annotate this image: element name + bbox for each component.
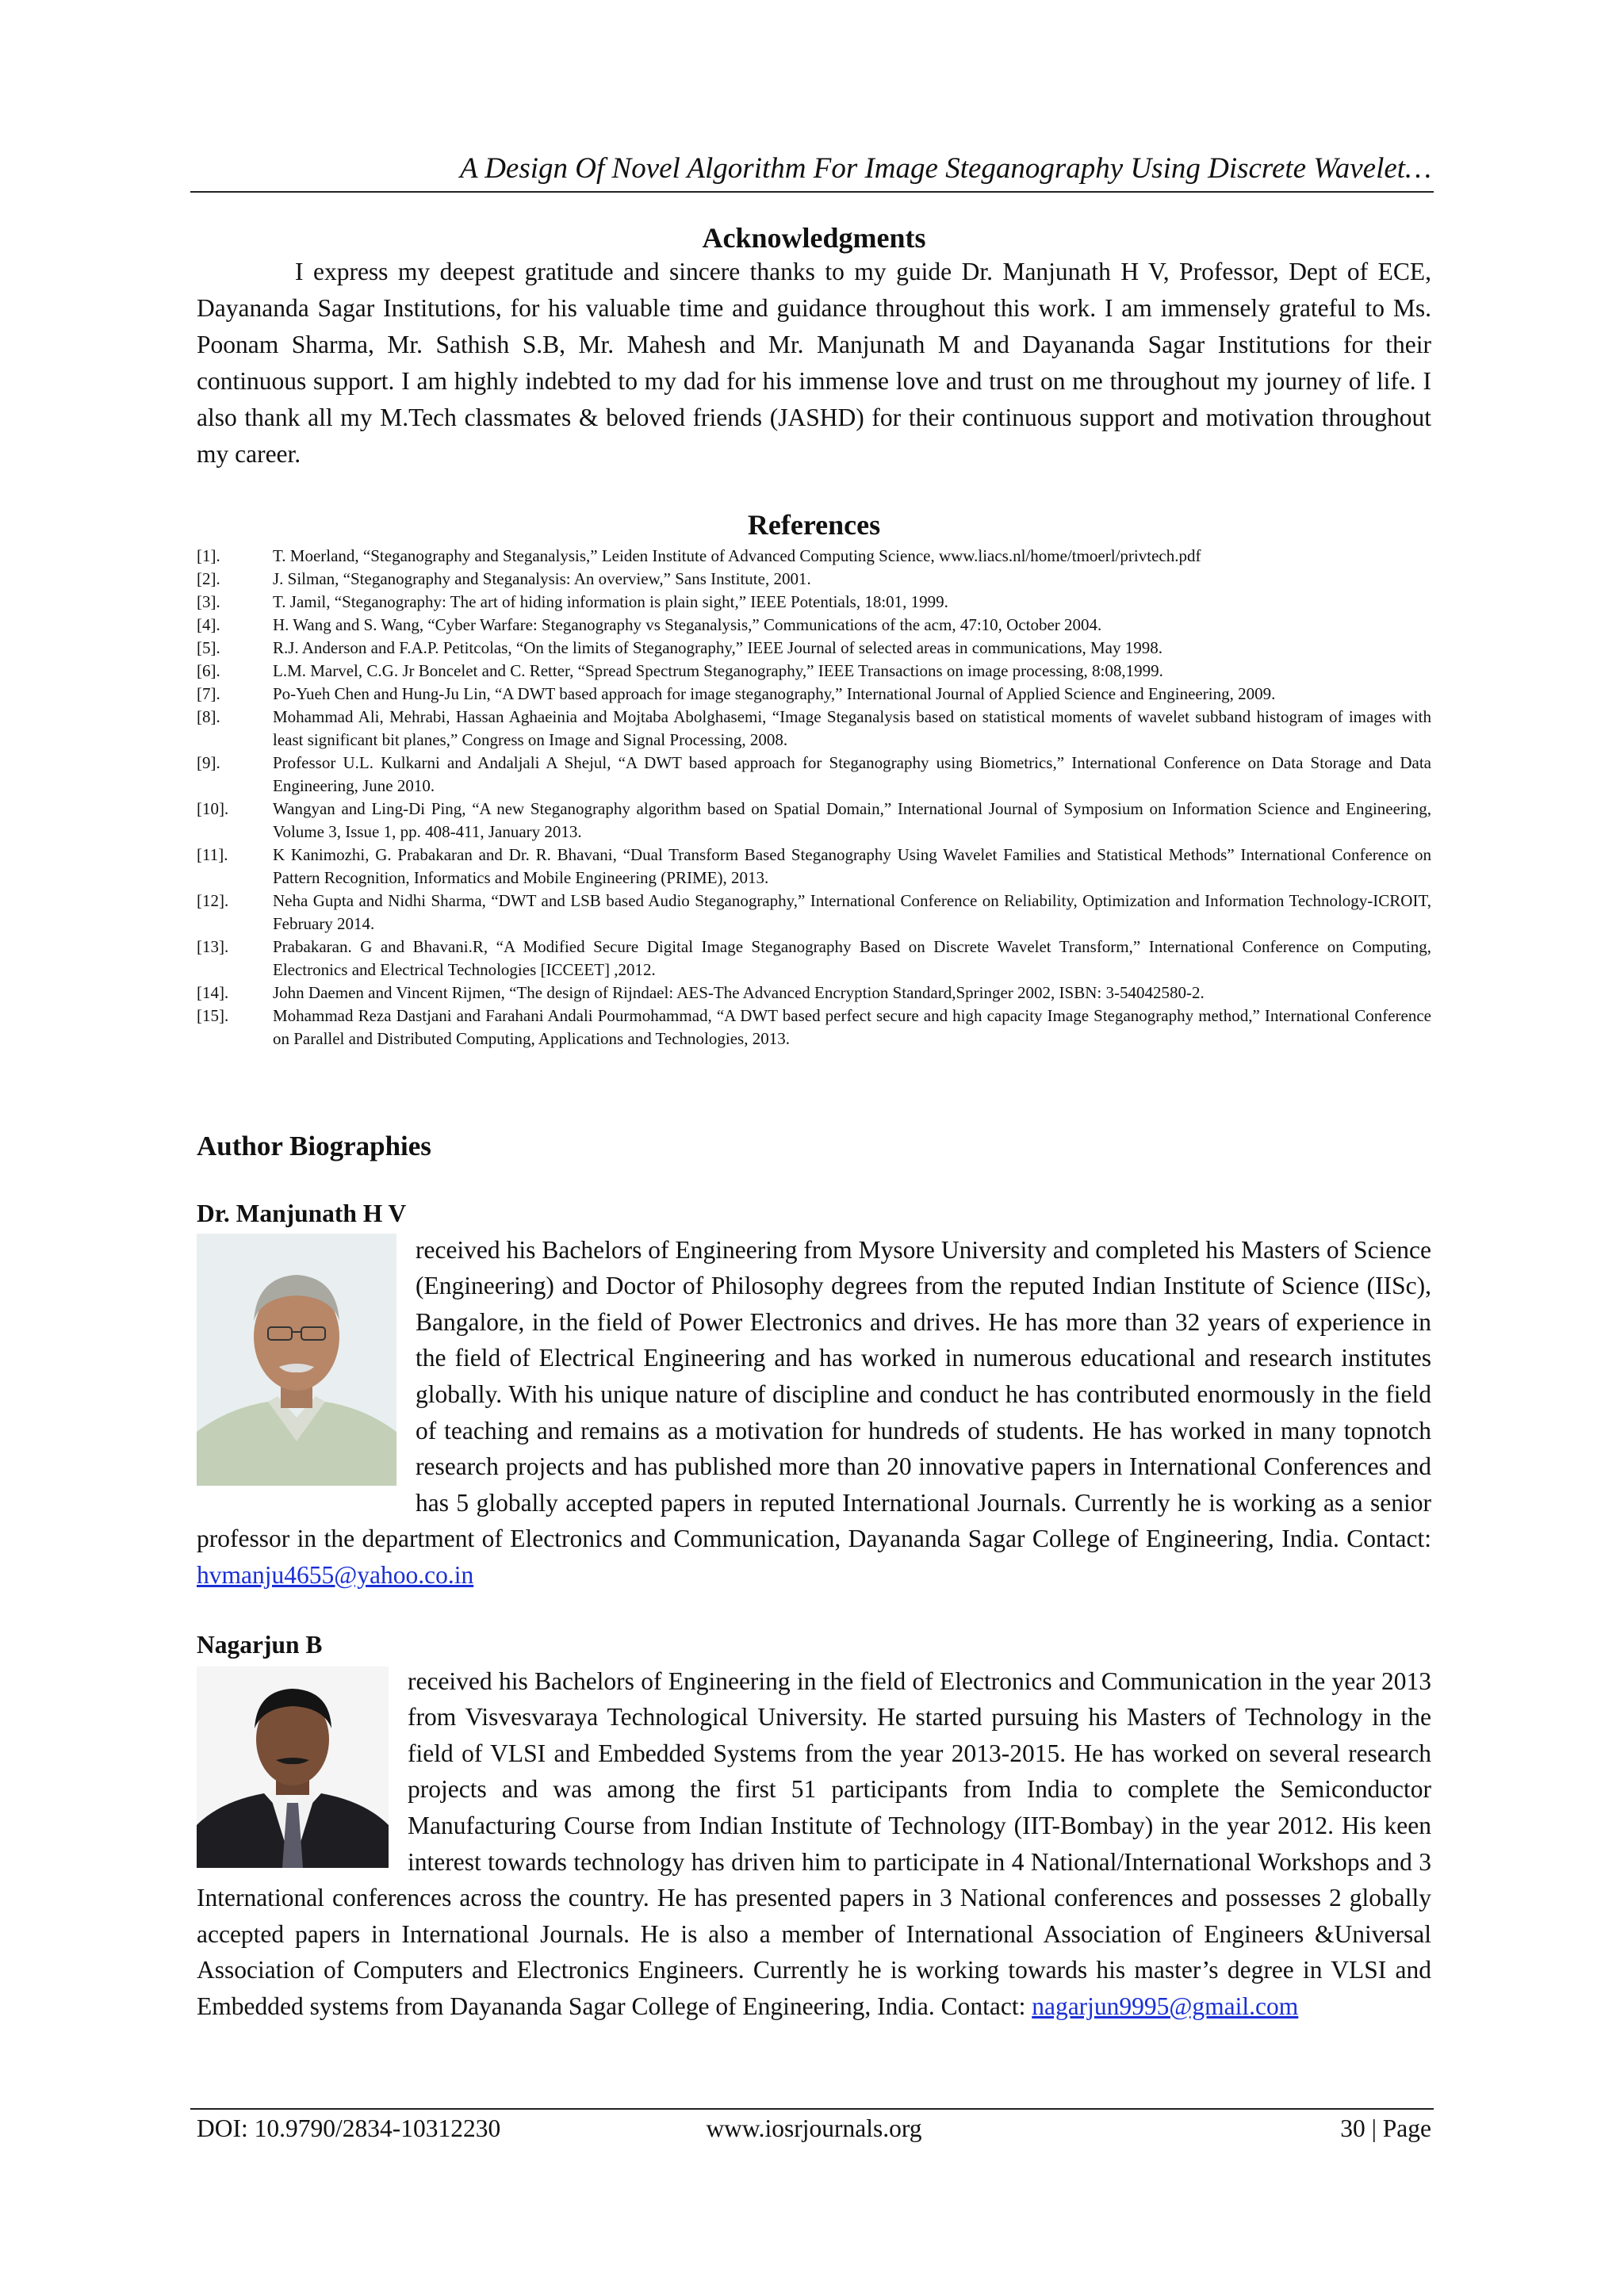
reference-text: T. Moerland, “Steganography and Steganalysis,” Leiden Institute of Advanced Computing Science, www.liacs.nl/home/tmoerl/privtech.pdf [273, 546, 1201, 565]
author-bio-1 [197, 1196, 1431, 1594]
reference-item [197, 568, 1431, 591]
reference-text: L.M. Marvel, C.G. Jr Boncelet and C. Retter, “Spread Spectrum Steganography,” IEEE Transactions on image processing, 8:08,1999. [273, 661, 1163, 680]
reference-item [197, 982, 1431, 1004]
reference-text: H. Wang and S. Wang, “Cyber Warfare: Steganography vs Steganalysis,” Communications of the acm, 47:10, October 2004. [273, 615, 1102, 634]
reference-text: Neha Gupta and Nidhi Sharma, “DWT and LSB based Audio Steganography,” International Conference on Reliability, Optimization and Information Technology-ICROIT, February 2014. [273, 891, 1431, 933]
footer-rule [190, 2108, 1434, 2110]
author-photo-2 [197, 1667, 389, 1868]
acknowledgments-heading: Acknowledgments [702, 222, 926, 254]
reference-text: K Kanimozhi, G. Prabakaran and Dr. R. Bhavani, “Dual Transform Based Steganography Using Wavelet Families and Statistical Methods” International Conference on Pattern Recognition, Informatics and Mobile Engineering (PRIME), 2013. [273, 845, 1431, 887]
reference-item [197, 683, 1431, 706]
reference-number: [2]. [197, 569, 220, 588]
reference-item [197, 844, 1431, 890]
footer-page-number: 30 | Page [1340, 2114, 1431, 2142]
reference-number: [4]. [197, 615, 220, 634]
reference-item [197, 798, 1431, 844]
reference-text: T. Jamil, “Steganography: The art of hiding information is plain sight,” IEEE Potentials, 18:01, 1999. [273, 592, 948, 611]
reference-item [197, 591, 1431, 614]
header-rule [190, 191, 1434, 193]
reference-text: Mohammad Reza Dastjani and Farahani Andali Pourmohammad, “A DWT based perfect secure and high capacity Image Steganography method,” International Conference on Parallel and Distributed Computing, Applications and Technologies, 2013. [273, 1006, 1431, 1048]
reference-text: John Daemen and Vincent Rijmen, “The design of Rijndael: AES-The Advanced Encryption Standard,Springer 2002, ISBN: 3-54042580-2. [273, 983, 1205, 1002]
references-heading: References [747, 509, 881, 541]
acknowledgments-body: I express my deepest gratitude and sincere thanks to my guide Dr. Manjunath H V, Professor, Dept of ECE, Dayananda Sagar Institutions, for his valuable time and guidance throughout this work. I am immensely grateful to Ms. Poonam Sharma, Mr. Sathish S.B, Mr. Mahesh and Mr. Manjunath M and Dayananda Sagar Institutions for their continuous support. I am highly indebted to my dad for his immense love and trust on me throughout my journey of life. I also thank all my M.Tech classmates & beloved friends (JASHD) for their continuous support and motivation throughout my career. [197, 258, 1431, 468]
references-list [197, 545, 1431, 1050]
reference-text: Mohammad Ali, Mehrabi, Hassan Aghaeinia and Mojtaba Abolghasemi, “Image Steganalysis based on statistical moments of wavelet subband histogram of images with least significant bit planes,” Congress on Image and Signal Processing, 2008. [273, 707, 1431, 749]
author-email-link-2[interactable]: nagarjun9995@gmail.com [1032, 1992, 1299, 2020]
reference-number: [3]. [197, 592, 220, 611]
reference-number: [9]. [197, 753, 220, 772]
reference-number: [6]. [197, 661, 220, 680]
author-name-2: Nagarjun B [197, 1631, 323, 1659]
author-bio-text-2: received his Bachelors of Engineering in the field of Electronics and Communication in the year 2013 from Visvesvaraya Technological University. He started pursuing his Masters of Technology in the field of VLSI and Embedded Systems from the year 2013-2015. He has worked on several research projects and was among the first 51 participants from India to complete the Semiconductor Manufacturing Course from Indian Institute of Technology (IIT-Bombay) in the year 2012. His keen interest towards technology has driven him to participate in 4 National/International Workshops and 3 International conferences across the country. He has presented papers in 3 National conferences and possesses 2 globally accepted papers in International Journals. He is also a member of International Association of Engineers &Universal Association of Computers and Electronics Engineers. Currently he is working towards his master’s degree in VLSI and Embedded systems from Dayananda Sagar College of Engineering, India. Contact: [197, 1667, 1431, 2020]
reference-number: [5]. [197, 638, 220, 657]
reference-item [197, 936, 1431, 982]
reference-item [197, 660, 1431, 683]
reference-item [197, 637, 1431, 660]
reference-number: [8]. [197, 707, 220, 726]
reference-number: [11]. [197, 845, 228, 864]
reference-text: Professor U.L. Kulkarni and Andaljali A Shejul, “A DWT based approach for Steganography using Biometrics,” International Conference on Data Storage and Data Engineering, June 2010. [273, 753, 1431, 795]
author-bio-text-1: received his Bachelors of Engineering from Mysore University and completed his Masters of Science (Engineering) and Doctor of Philosophy degrees from the reputed Indian Institute of Science (IISc), Bangalore, in the field of Power Electronics and drives. He has more than 32 years of experience in the field of Electrical Engineering and has worked in numerous educational and research institutes globally. With his unique nature of discipline and conduct he has contributed enormously in the field of teaching and remains as a motivation for hundreds of students. He has worked in many topnotch research projects and has published more than 20 innovative papers in International Conferences and has 5 globally accepted papers in reputed International Journals. Currently he is working as a senior professor in the department of Electronics and Communication, Dayananda Sagar College of Engineering, India. Contact: [197, 1235, 1431, 1553]
footer-doi: DOI: 10.9790/2834-10312230 [197, 2114, 501, 2142]
reference-item [197, 752, 1431, 798]
reference-item [197, 1004, 1431, 1050]
reference-number: [13]. [197, 937, 229, 956]
footer-website[interactable]: www.iosrjournals.org [706, 2114, 922, 2142]
author-photo-1 [197, 1234, 396, 1486]
reference-number: [14]. [197, 983, 229, 1002]
reference-text: Wangyan and Ling-Di Ping, “A new Steganography algorithm based on Spatial Domain,” International Journal of Symposium on Information Science and Engineering, Volume 3, Issue 1, pp. 408-411, January 2013. [273, 799, 1431, 841]
reference-number: [1]. [197, 546, 220, 565]
reference-text: J. Silman, “Steganography and Steganalysis: An overview,” Sans Institute, 2001. [273, 569, 811, 588]
reference-text: Po-Yueh Chen and Hung-Ju Lin, “A DWT based approach for image steganography,” International Journal of Applied Science and Engineering, 2009. [273, 684, 1276, 703]
reference-text: R.J. Anderson and F.A.P. Petitcolas, “On the limits of Steganography,” IEEE Journal of selected areas in communications, May 1998. [273, 638, 1162, 657]
reference-text: Prabakaran. G and Bhavani.R, “A Modified Secure Digital Image Steganography Based on Discrete Wavelet Transform,” International Conference on Computing, Electronics and Electrical Technologies [ICCEET] ,2012. [273, 937, 1431, 979]
reference-item [197, 614, 1431, 637]
reference-number: [7]. [197, 684, 220, 703]
reference-item [197, 545, 1431, 568]
reference-number: [10]. [197, 799, 229, 818]
running-head: A Design Of Novel Algorithm For Image Steganography Using Discrete Wavelet… [460, 152, 1431, 185]
reference-item [197, 706, 1431, 752]
reference-number: [15]. [197, 1006, 229, 1025]
author-email-link-1[interactable]: hvmanju4655@yahoo.co.in [197, 1560, 474, 1589]
author-bio-2 [197, 1627, 1431, 2025]
reference-number: [12]. [197, 891, 229, 910]
reference-item [197, 890, 1431, 936]
author-name-1: Dr. Manjunath H V [197, 1200, 407, 1227]
author-biographies-heading: Author Biographies [197, 1131, 431, 1161]
